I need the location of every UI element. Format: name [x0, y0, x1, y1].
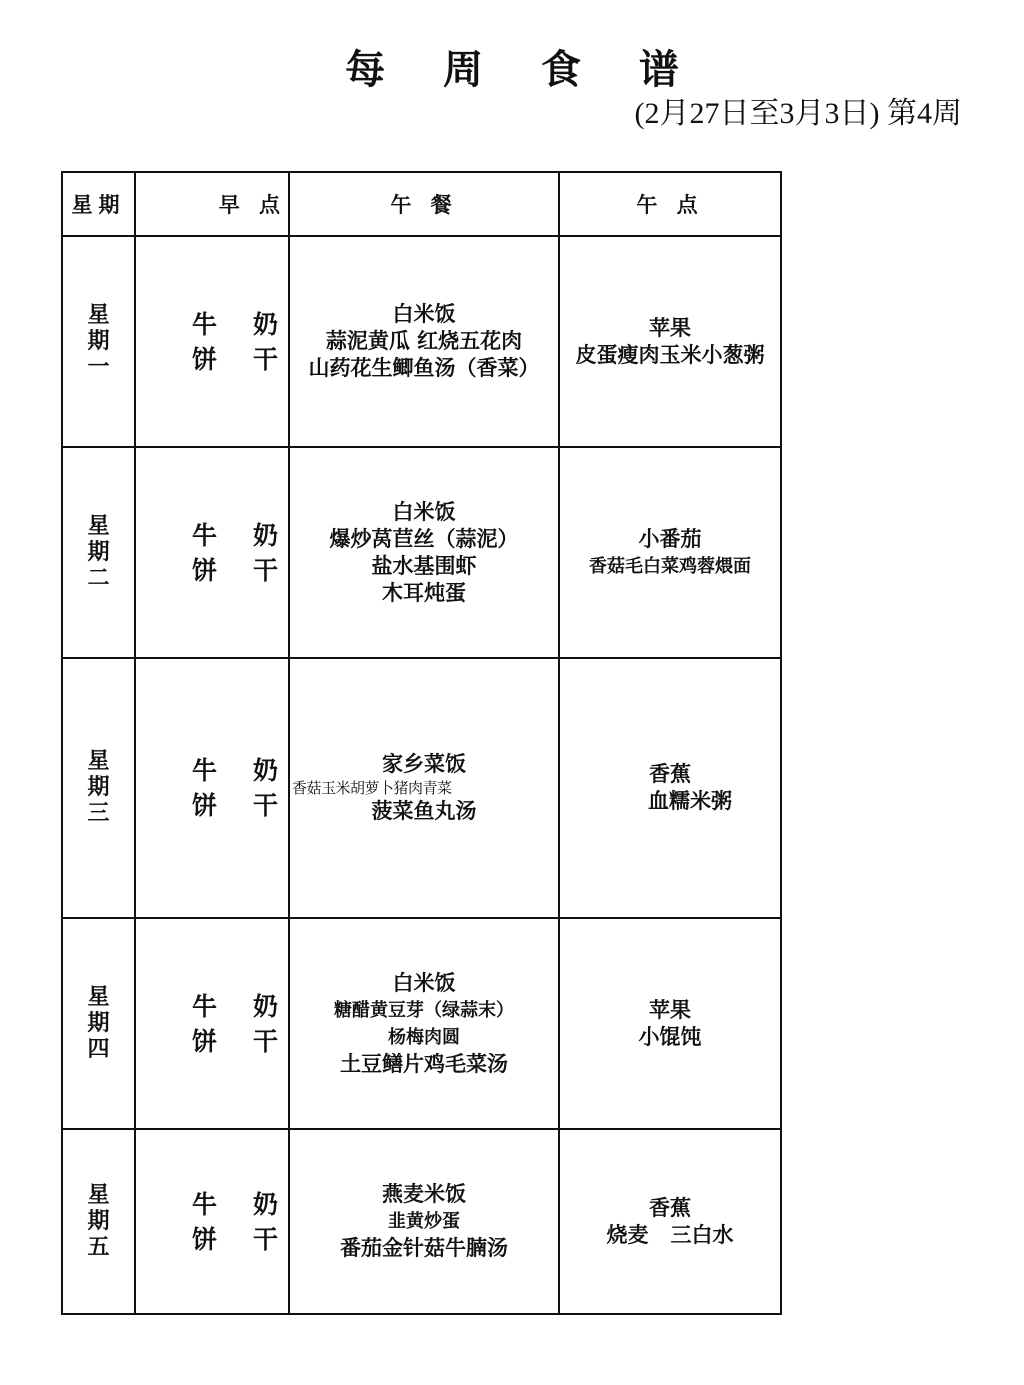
snack-item: 苹果	[649, 997, 691, 1022]
day-cell	[62, 236, 135, 447]
day-char: 星	[87, 302, 110, 328]
breakfast-word: 干	[252, 791, 278, 820]
snack-cell	[559, 918, 781, 1129]
breakfast-word: 奶	[252, 991, 278, 1021]
snack-item: 香菇毛白菜鸡蓉煨面	[589, 555, 751, 577]
snack-cell	[559, 236, 781, 447]
breakfast-word: 牛	[191, 309, 217, 339]
day-char: 星	[87, 1182, 110, 1208]
day-char: 期	[87, 1010, 110, 1036]
lunch-cell	[289, 236, 559, 447]
snack-item: 皮蛋瘦肉玉米小葱粥	[575, 342, 765, 367]
page-title: 每 周 食 谱	[345, 47, 701, 93]
lunch-item: 番茄金针菇牛腩汤	[340, 1236, 508, 1260]
breakfast-cell	[135, 1129, 289, 1314]
lunch-item: 爆炒莴苣丝（蒜泥）	[329, 526, 519, 551]
table-row	[62, 918, 781, 1129]
breakfast-word: 干	[252, 344, 278, 374]
day-char: 期	[87, 539, 110, 565]
breakfast-word: 饼	[191, 344, 217, 374]
snack-cell	[559, 447, 781, 658]
snack-item: 香蕉	[649, 1195, 691, 1220]
table-row	[62, 658, 781, 918]
breakfast-word: 饼	[191, 1026, 217, 1056]
lunch-item: 家乡菜饭	[382, 752, 466, 776]
snack-item: 香蕉	[649, 762, 691, 786]
table-row	[62, 236, 781, 447]
breakfast-word: 干	[252, 1026, 278, 1056]
day-char: 星	[87, 984, 110, 1010]
breakfast-cell	[135, 447, 289, 658]
lunch-item: 土豆鳝片鸡毛菜汤	[340, 1051, 508, 1076]
table-row	[62, 1129, 781, 1314]
lunch-cell	[289, 1129, 559, 1314]
header-row	[62, 172, 781, 236]
lunch-item: 香菇玉米胡萝卜猪肉青菜	[292, 779, 452, 797]
lunch-item: 糖醋黄豆芽（绿蒜末）	[334, 999, 514, 1021]
breakfast-cell	[135, 236, 289, 447]
breakfast-word: 牛	[191, 991, 217, 1021]
lunch-item: 山药花生鲫鱼汤（香菜）	[308, 356, 540, 380]
breakfast-word: 干	[252, 1224, 278, 1254]
breakfast-cell	[135, 658, 289, 918]
day-cell	[62, 1129, 135, 1314]
snack-item: 小馄饨	[638, 1024, 702, 1049]
snack-cell	[559, 1129, 781, 1314]
snack-item: 苹果	[649, 315, 691, 340]
snack-item: 小番茄	[638, 526, 702, 551]
breakfast-word: 饼	[191, 1224, 217, 1254]
lunch-item: 杨梅肉圆	[388, 1026, 460, 1048]
lunch-cell	[289, 447, 559, 658]
breakfast-word: 奶	[252, 756, 278, 785]
day-char: 一	[87, 354, 110, 380]
header-day: 星期	[62, 172, 135, 236]
snack-cell	[559, 658, 781, 918]
day-cell	[62, 447, 135, 658]
breakfast-word: 干	[252, 555, 278, 585]
day-char: 期	[87, 775, 110, 800]
header-snack: 午 点	[559, 172, 781, 236]
day-char: 期	[87, 328, 110, 354]
breakfast-cell	[135, 918, 289, 1129]
day-char: 期	[87, 1208, 110, 1234]
day-char: 星	[87, 749, 110, 774]
breakfast-word: 奶	[252, 309, 278, 339]
day-cell	[62, 658, 135, 918]
day-char: 四	[87, 1036, 110, 1062]
lunch-item: 木耳炖蛋	[382, 580, 466, 605]
snack-item: 烧麦 三白水	[606, 1222, 734, 1247]
week-range: (2月27日至3月3日) 第4周	[634, 97, 962, 130]
breakfast-word: 牛	[191, 1189, 217, 1219]
breakfast-word: 奶	[252, 520, 278, 550]
breakfast-word: 饼	[191, 791, 217, 820]
lunch-item: 燕麦米饭	[382, 1182, 466, 1206]
breakfast-word: 饼	[191, 555, 217, 585]
breakfast-word: 牛	[191, 520, 217, 550]
day-char: 五	[87, 1234, 110, 1260]
day-char: 星	[87, 513, 110, 539]
table-row	[62, 447, 781, 658]
breakfast-word: 奶	[252, 1189, 278, 1219]
lunch-item: 白米饭	[392, 302, 456, 326]
lunch-cell	[289, 658, 559, 918]
weekly-menu-table	[61, 171, 782, 1315]
day-char: 三	[87, 801, 110, 826]
breakfast-word: 牛	[191, 756, 217, 785]
header-breakfast: 早 点	[135, 172, 289, 236]
lunch-item: 盐水基围虾	[371, 553, 477, 578]
lunch-cell	[289, 918, 559, 1129]
lunch-item: 韭黄炒蛋	[388, 1211, 460, 1232]
lunch-item: 白米饭	[392, 499, 456, 524]
lunch-item: 白米饭	[392, 970, 456, 995]
header-lunch: 午 餐	[289, 172, 559, 236]
lunch-item: 蒜泥黄瓜 红烧五花肉	[325, 329, 523, 353]
day-char: 二	[87, 565, 110, 591]
snack-item: 血糯米粥	[648, 789, 732, 813]
day-cell	[62, 918, 135, 1129]
lunch-item: 菠菜鱼丸汤	[371, 799, 477, 823]
